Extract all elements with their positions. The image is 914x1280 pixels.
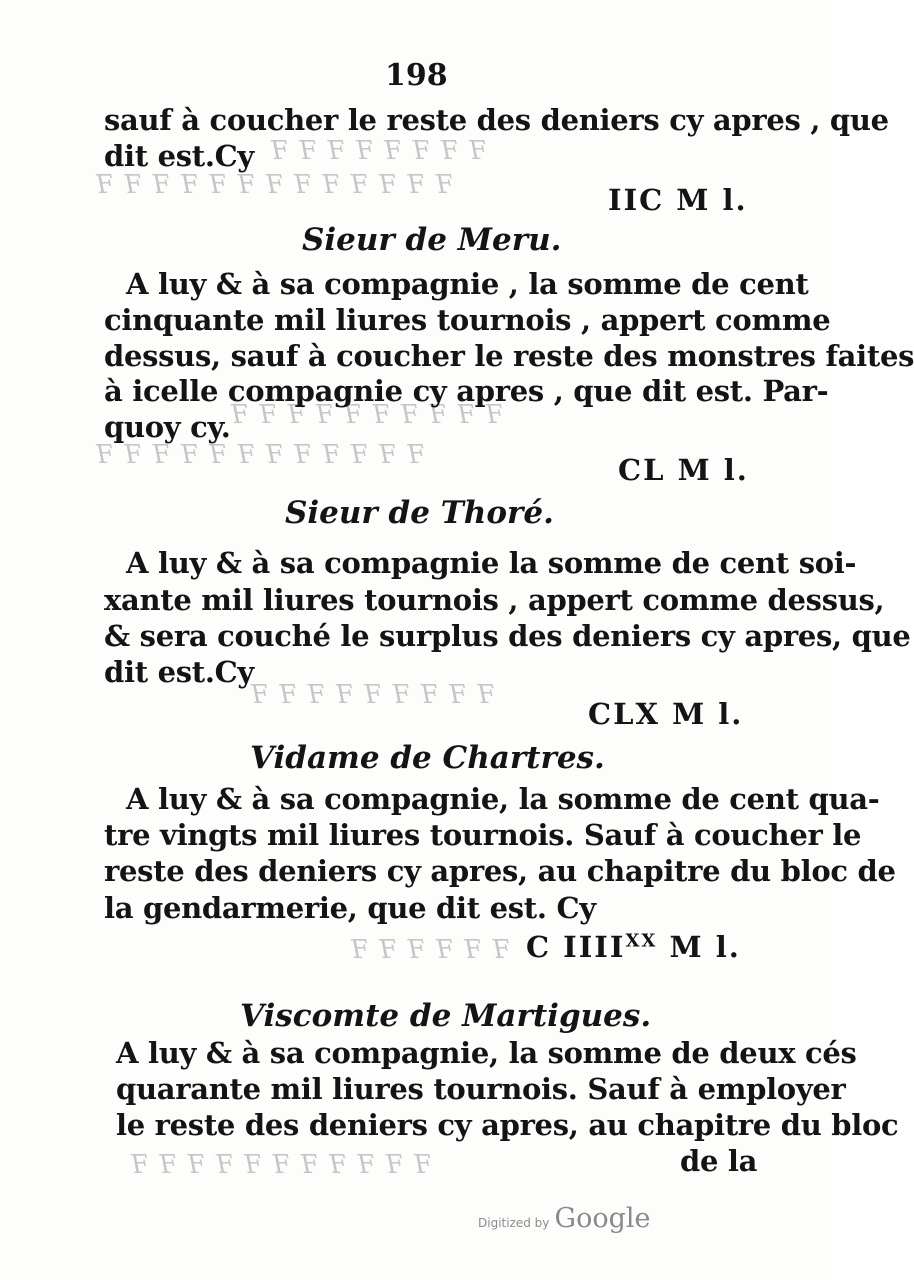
page-number: 198 xyxy=(385,58,448,93)
text-line: reste des deniers cy apres, au chapitre du bloc de xyxy=(104,854,896,888)
text-line: quarante mil liures tournois. Sauf à employer xyxy=(116,1072,846,1106)
bleed-through: ꟻ ꟻ ꟻ ꟻ ꟻ ꟻ ꟻ ꟻ ꟻ ꟻ ꟻ ꟻ xyxy=(95,440,426,470)
amount xyxy=(526,930,741,964)
amount-end: M l. xyxy=(669,930,741,964)
amount: IIC M l. xyxy=(608,183,748,217)
google-logo: Google xyxy=(554,1203,651,1234)
amount: CL M l. xyxy=(618,453,749,487)
section-heading: Viscomte de Martigues. xyxy=(240,998,652,1034)
google-watermark xyxy=(478,1203,650,1234)
bleed-through: ꟻ ꟻ ꟻ ꟻ ꟻ ꟻ ꟻ ꟻ ꟻ ꟻ xyxy=(230,400,504,430)
bleed-through: ꟻ ꟻ ꟻ ꟻ ꟻ ꟻ ꟻ ꟻ ꟻ ꟻ ꟻ ꟻ ꟻ xyxy=(95,170,454,200)
text-line: xante mil liures tournois , appert comme dessus, xyxy=(104,583,885,617)
text-line: quoy cy. xyxy=(104,410,231,444)
bleed-through: ꟻ ꟻ ꟻ ꟻ ꟻ ꟻ ꟻ ꟻ ꟻ ꟻ ꟻ xyxy=(130,1150,433,1180)
bleed-through: ꟻ ꟻ ꟻ ꟻ ꟻ ꟻ xyxy=(350,935,511,965)
text-line: le reste des deniers cy apres, au chapitre du bloc xyxy=(116,1108,899,1142)
amount-main: C IIII xyxy=(526,930,626,964)
bleed-through: ꟻ ꟻ ꟻ ꟻ ꟻ ꟻ ꟻ ꟻ xyxy=(270,136,488,166)
section-heading: Sieur de Meru. xyxy=(302,222,562,258)
text-line: la gendarmerie, que dit est. Cy xyxy=(104,891,596,925)
amount-superscript: XX xyxy=(625,930,658,952)
text-line: sauf à coucher le reste des deniers cy apres , que xyxy=(104,103,889,137)
text-line: A luy & à sa compagnie, la somme de deux cés xyxy=(116,1036,857,1070)
text-line: tre vingts mil liures tournois. Sauf à coucher le xyxy=(104,818,862,852)
watermark-prefix: Digitized by xyxy=(478,1216,550,1230)
amount: CLX M l. xyxy=(588,697,744,731)
text-line: dit est.Cy xyxy=(104,139,254,173)
text-line: & sera couché le surplus des deniers cy apres, que xyxy=(104,619,911,653)
bleed-through: ꟻ ꟻ ꟻ ꟻ ꟻ ꟻ ꟻ ꟻ ꟻ xyxy=(250,680,496,710)
text-line: cinquante mil liures tournois , appert comme xyxy=(104,303,831,337)
text-line: à icelle compagnie cy apres , que dit est. Par- xyxy=(104,374,829,408)
text-line: de la xyxy=(680,1144,758,1178)
text-line: dessus, sauf à coucher le reste des monstres faites xyxy=(104,339,914,373)
text-line: A luy & à sa compagnie, la somme de cent qua- xyxy=(126,782,880,816)
text-line: dit est.Cy xyxy=(104,655,254,689)
text-line: A luy & à sa compagnie , la somme de cent xyxy=(126,267,809,301)
text-line: A luy & à sa compagnie la somme de cent soi- xyxy=(126,546,857,580)
section-heading: Vidame de Chartres. xyxy=(250,740,605,776)
section-heading: Sieur de Thoré. xyxy=(285,495,554,531)
